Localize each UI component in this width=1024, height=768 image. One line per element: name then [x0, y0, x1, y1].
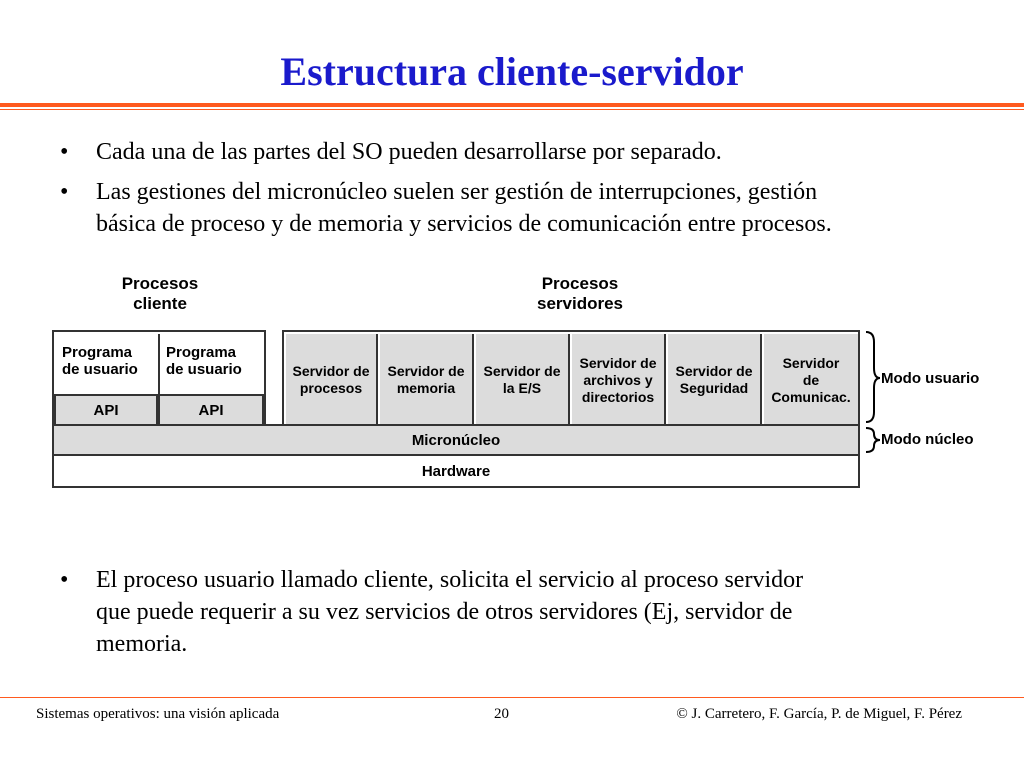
header-line: Procesos: [121, 274, 199, 293]
server-line: la E/S: [502, 380, 542, 396]
hardware-layer: Hardware: [52, 454, 860, 488]
bullet-line: Las gestiones del micronúcleo suelen ser gestión de interrupciones, gestión: [96, 179, 818, 205]
api-box: API: [158, 394, 264, 426]
user-mode-label: Modo usuario: [881, 370, 980, 387]
program-line: Programa: [62, 344, 133, 361]
process-server-box: [286, 334, 378, 426]
user-program-box: [56, 334, 158, 394]
server-line: Servidor: [782, 354, 840, 371]
server-line: Servidor de: [387, 363, 465, 379]
file-server-box: [572, 334, 666, 426]
program-line: de usuario: [166, 361, 242, 378]
server-line: Servidor de: [675, 363, 753, 379]
server-line: memoria: [396, 380, 456, 396]
server-line: Servidor de: [483, 363, 561, 379]
memory-server-box: [380, 334, 474, 426]
header-line: cliente: [133, 294, 187, 313]
footer-authors: © J. Carretero, F. García, P. de Miguel, F. Pérez: [676, 706, 962, 722]
bullet-text: [96, 176, 832, 240]
server-processes-header: [500, 274, 660, 314]
communication-server-box: [764, 334, 858, 426]
bullet-marker: •: [60, 179, 69, 205]
kernel-mode-label: Modo núcleo: [881, 431, 974, 448]
bullet-marker: •: [60, 567, 69, 593]
bullet-line: Cada una de las partes del SO pueden desarrollarse por separado.: [96, 139, 722, 165]
server-line: Servidor de: [292, 363, 370, 379]
security-server-box: [668, 334, 762, 426]
server-line: Comunicac.: [771, 388, 851, 405]
server-line: Seguridad: [679, 380, 749, 396]
server-line: Servidor de: [579, 354, 657, 371]
server-line: de: [802, 371, 820, 388]
server-line: directorios: [581, 388, 655, 405]
user-program-box: [158, 334, 262, 394]
bullet-line: básica de proceso y de memoria y servicios de comunicación entre procesos.: [96, 211, 832, 237]
title-divider: [0, 103, 1024, 110]
bullet-text: [96, 136, 722, 168]
header-line: servidores: [537, 294, 623, 313]
header-line: Procesos: [541, 274, 619, 293]
footer-divider: [0, 697, 1024, 698]
bullet-line: memoria.: [96, 631, 188, 657]
api-box: API: [54, 394, 158, 426]
microkernel-layer: Micronúcleo: [52, 424, 860, 456]
io-server-box: [476, 334, 570, 426]
footer-book-title: Sistemas operativos: una visión aplicada: [36, 706, 280, 722]
mode-braces: [862, 330, 882, 460]
bullet-line: El proceso usuario llamado cliente, solicita el servicio al proceso servidor: [96, 567, 804, 593]
server-line: procesos: [299, 380, 363, 396]
client-processes-header: [90, 274, 230, 314]
bullet-line: que puede requerir a su vez servicios de otros servidores (Ej, servidor de: [96, 599, 793, 625]
server-line: archivos y: [583, 371, 653, 388]
bullet-marker: •: [60, 139, 69, 165]
program-line: Programa: [166, 344, 237, 361]
program-line: de usuario: [62, 361, 138, 378]
slide-title: Estructura cliente-servidor: [280, 49, 744, 94]
bullet-text: [96, 564, 803, 660]
page-number: 20: [494, 706, 509, 722]
